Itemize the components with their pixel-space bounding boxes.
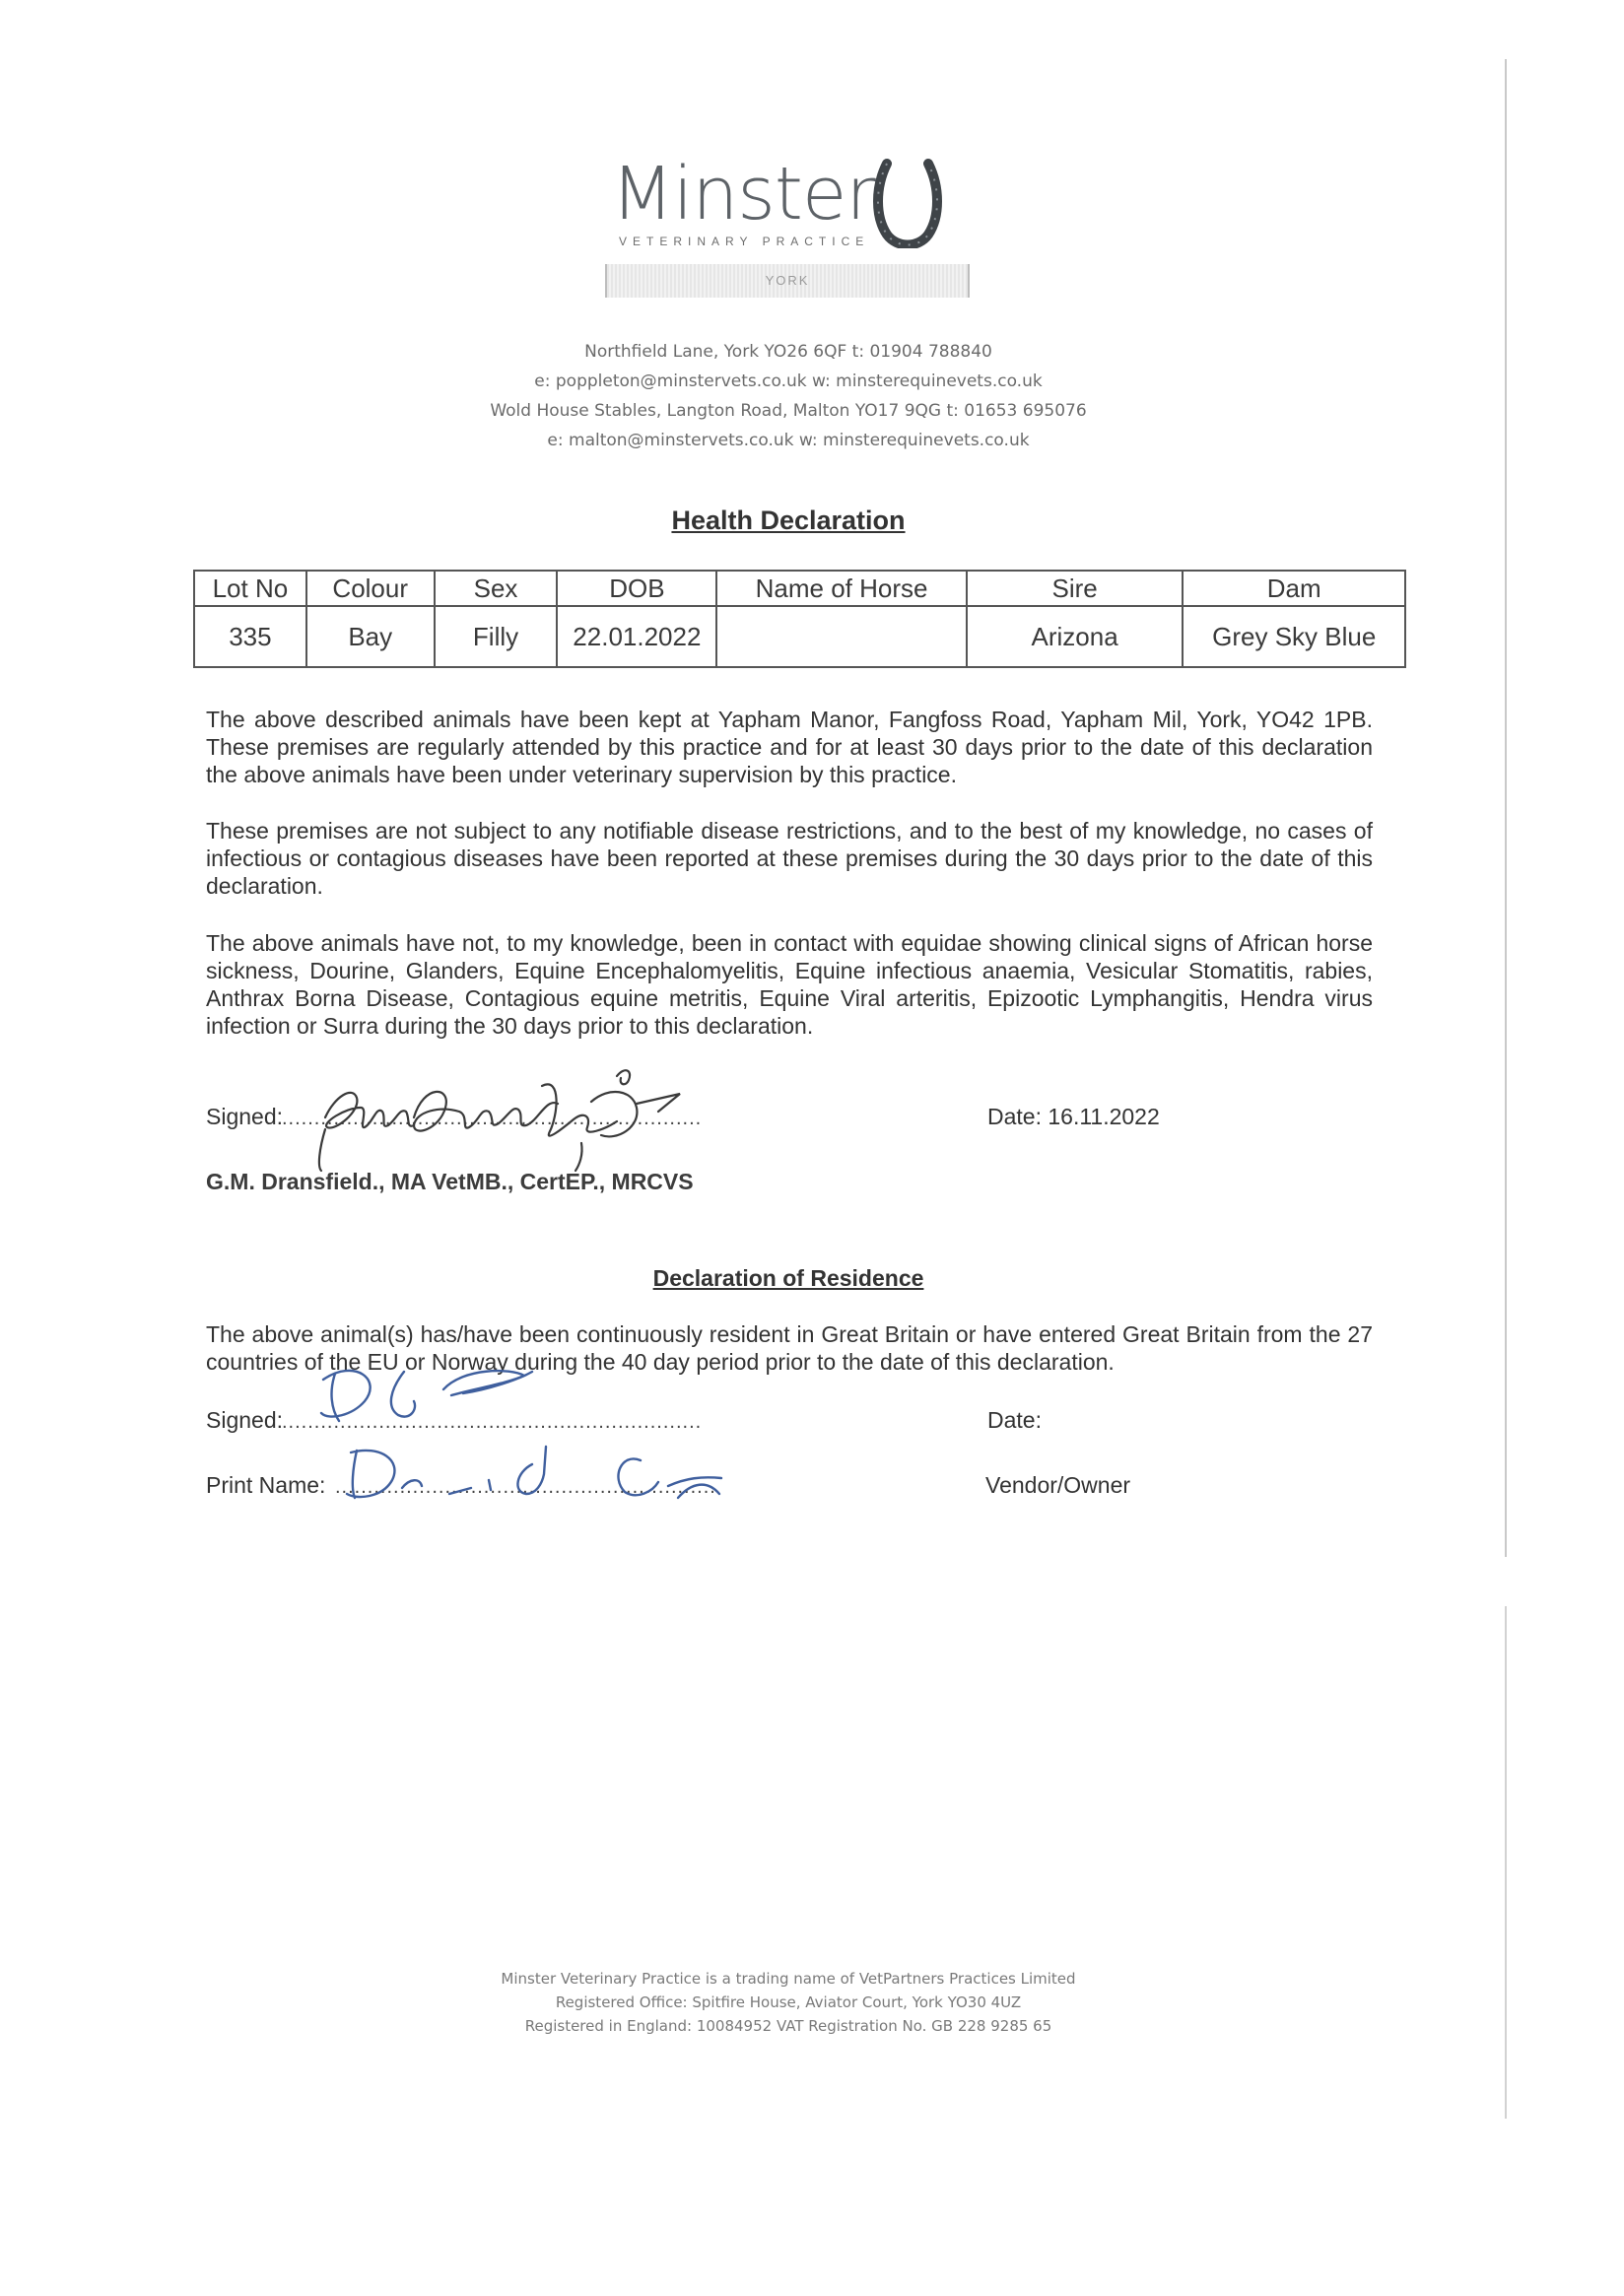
contact-paragraph: The above animals have not, to my knowledge, been in contact with equidae showing clinical signs of African horse sickness, Dourine, Glanders, Equine Encephalomyelitis, Equine infectious anaemia, Vesicular Stomatitis, rabies, Anthrax Borna Disease, Contagious equine metritis, Equine Viral arteritis, Epizootic Lymphangitis, Hendra virus infection or Surra during the 30 days prior to this declaration. <box>206 930 1373 1039</box>
practice-name: Minster <box>611 152 875 236</box>
company-registration-footer <box>394 1967 1183 2038</box>
signature-line: ................................................................. <box>282 1108 703 1129</box>
lot-number-cell: 335 <box>194 606 306 667</box>
residence-paragraph: The above animal(s) has/have been continuously resident in Great Britain or have entered Great Britain from the 27 countries of the EU or Norway during the 40 day period prior to the date of this declaration. <box>206 1321 1373 1375</box>
print-name-line: ........................................................... <box>335 1476 716 1498</box>
address-line: Northfield Lane, York YO26 6QF t: 01904 788840 <box>584 342 992 362</box>
horse-details-table <box>193 570 1406 668</box>
scan-edge-line <box>1505 59 1507 1557</box>
footer-line: Minster Veterinary Practice is a trading name of VetPartners Practices Limited <box>501 1970 1076 1988</box>
sire-cell: Arizona <box>967 606 1184 667</box>
print-name-label: Print Name: <box>206 1472 326 1498</box>
sex-cell: Filly <box>435 606 558 667</box>
dob-cell: 22.01.2022 <box>557 606 716 667</box>
address-line: e: poppleton@minstervets.co.uk w: minsterequinevets.co.uk <box>534 371 1043 391</box>
scan-edge-line <box>1505 1606 1507 2119</box>
vet-date: Date: 16.11.2022 <box>987 1104 1160 1129</box>
owner-signature-image <box>296 1350 769 1518</box>
address-line: e: malton@minstervets.co.uk w: minsterequinevets.co.uk <box>547 431 1030 450</box>
colour-cell: Bay <box>306 606 435 667</box>
practice-subtitle: VETERINARY PRACTICE <box>619 235 870 248</box>
residence-declaration-title: Declaration of Residence <box>652 1265 924 1291</box>
practice-logo <box>611 152 985 256</box>
disease-restrictions-paragraph: These premises are not subject to any notifiable disease restrictions, and to the best of my knowledge, no cases of infectious or contagious diseases have been reported at these premises during the 30 days prior to the date of this declaration. <box>206 818 1373 899</box>
column-header: Colour <box>306 571 435 606</box>
column-header: Dam <box>1183 571 1405 606</box>
column-header: Sire <box>967 571 1184 606</box>
vendor-owner-label: Vendor/Owner <box>985 1472 1131 1498</box>
owner-signature-line: ................................................................. <box>282 1411 703 1433</box>
owner-signed-label: Signed: <box>206 1407 284 1433</box>
column-header: Sex <box>435 571 558 606</box>
vet-signature-image <box>266 1047 710 1175</box>
vet-name: G.M. Dransfield., MA VetMB., CertEP., MRCVS <box>206 1169 694 1194</box>
address-line: Wold House Stables, Langton Road, Malton YO17 9QG t: 01653 695076 <box>490 401 1087 421</box>
table-header-row <box>194 571 1405 606</box>
health-declaration-title: Health Declaration <box>671 506 906 535</box>
signed-label: Signed: <box>206 1104 284 1129</box>
column-header: Name of Horse <box>716 571 966 606</box>
owner-date-label: Date: <box>987 1407 1042 1433</box>
horseshoe-icon <box>873 158 942 248</box>
table-row <box>194 606 1405 667</box>
practice-address <box>374 337 1202 455</box>
horse-name-cell <box>716 606 966 667</box>
premises-paragraph: The above described animals have been kept at Yapham Manor, Fangfoss Road, Yapham Mil, York, YO42 1PB. These premises are regularly attended by this practice and for at least 30 days prior to the date of this declaration the above animals have been under veterinary supervision by this practice. <box>206 707 1373 787</box>
dam-cell: Grey Sky Blue <box>1183 606 1405 667</box>
column-header: DOB <box>557 571 716 606</box>
location-plate: YORK <box>605 264 970 298</box>
footer-line: Registered Office: Spitfire House, Aviator Court, York YO30 4UZ <box>555 1993 1022 2011</box>
column-header: Lot No <box>194 571 306 606</box>
footer-line: Registered in England: 10084952 VAT Registration No. GB 228 9285 65 <box>524 2017 1052 2035</box>
